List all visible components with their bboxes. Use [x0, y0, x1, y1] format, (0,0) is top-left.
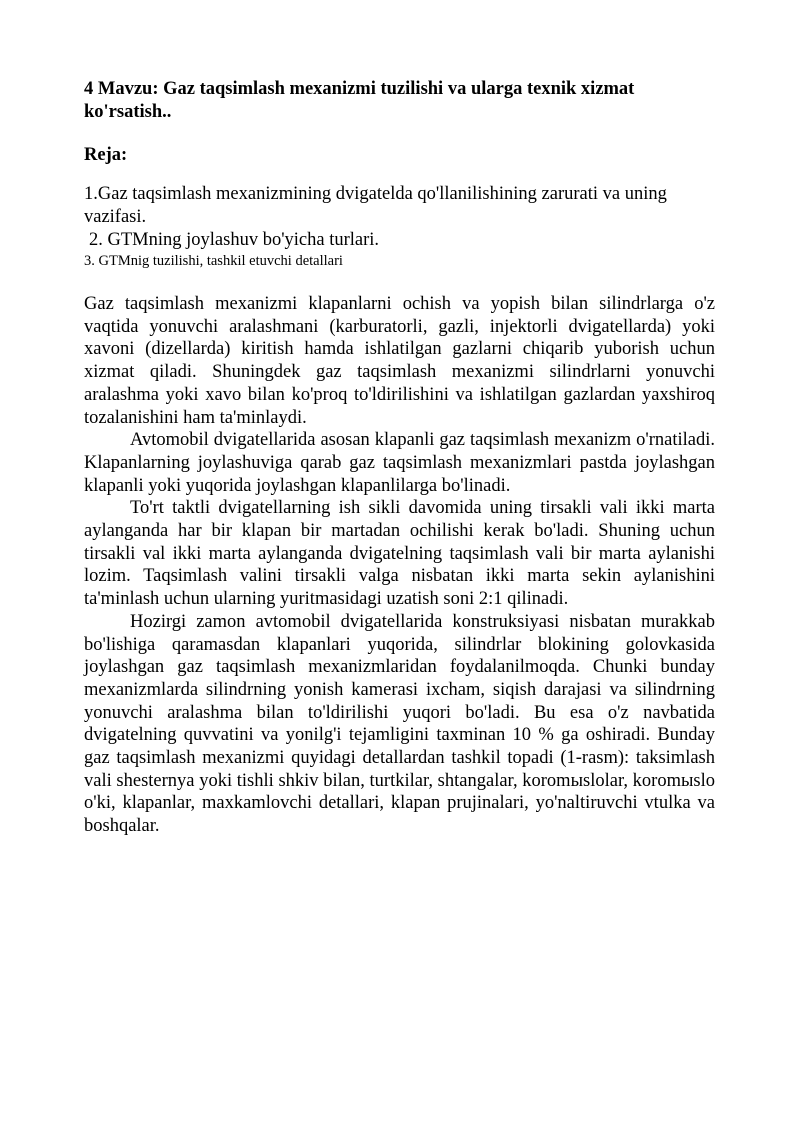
plan-item-2: 2. GTMning joylashuv bo'yicha turlari. — [89, 230, 380, 250]
body-text — [84, 293, 715, 838]
paragraph-2: Avtomobil dvigatellarida asosan klapanli gaz taqsimlash mexanizm o'rnatiladi. Klapanlarning joylashuviga qarab gaz taqsimlash mexanizmlari pastda joylashgan klapanli yoki yuqorida joylashgan klapanlilarga bo'linadi. — [84, 430, 715, 496]
document-title: 4 Mavzu: Gaz taqsimlash mexanizmi tuzilishi va ularga texnik xizmat ko'rsatish.. — [84, 79, 635, 122]
plan-item-3: 3. GTMnig tuzilishi, tashkil etuvchi detallari — [84, 253, 343, 269]
paragraph-1: Gaz taqsimlash mexanizmi klapanlarni ochish va yopish bilan silindrlarga o'z vaqtida yonuvchi aralashmani (karburatorli, gazli, injektorli dvigatellarda) yoki xavoni (dizellarda) kiritish hamda ishlatilgan gazlarni chiqarib yuborish uchun xizmat qiladi. Shuningdek gaz taqsimlash mexanizmi silindrlarni yonuvchi aralashma yoki xavo bilan ko'proq to'ldirilishini va ishlatilgan gazlardan yaxshiroq tozalanishini ham ta'minlaydi. — [84, 294, 715, 428]
document-page — [84, 78, 715, 838]
plan-list — [84, 183, 715, 271]
plan-heading: Reja: — [84, 145, 128, 165]
paragraph-3: To'rt taktli dvigatellarning ish sikli davomida uning tirsakli vali ikki marta aylanganda har bir klapan bir martadan ochilishi kerak bo'ladi. Shuning uchun tirsakli val ikki marta aylanganda dvigatelning taqsimlash vali bir marta aylanishi lozim. Taqsimlash valini tirsakli valga nisbatan ikki marta sekin aylanishini ta'minlash uchun ularning yuritmasidagi uzatish soni 2:1 qilinadi. — [84, 498, 715, 610]
paragraph-4: Hozirgi zamon avtomobil dvigatellarida konstruksiyasi nisbatan murakkab bo'lishiga qaramasdan klapanlari yuqorida, silindrlar blokining golovkasida joylashgan gaz taqsimlash mexanizmlaridan foydalanilmoqda. Chunki bunday mexanizmlarda silindrning yonish kamerasi ixcham, siqish darajasi va silindrning yonuvchi aralashma bilan to'ldirilishi yuqori bo'ladi. Bu esa o'z navbatida dvigatelning quvvatini va yonilg'i tejamligini taxminan 10 % ga oshiradi. Bunday gaz taqsimlash mexanizmi quyidagi detallardan tashkil topadi (1-rasm): taksimlash vali shesternya yoki tishli shkiv bilan, turtkilar, shtangalar, koromыslolar, koromыslo o'ki, klapanlar, maxkamlovchi detallari, klapan prujinalari, yo'naltiruvchi vtulka va boshqalar. — [84, 611, 715, 837]
plan-item-1: 1.Gaz taqsimlash mexanizmining dvigatelda qo'llanilishining zarurati va uning vazifasi. — [84, 184, 667, 227]
